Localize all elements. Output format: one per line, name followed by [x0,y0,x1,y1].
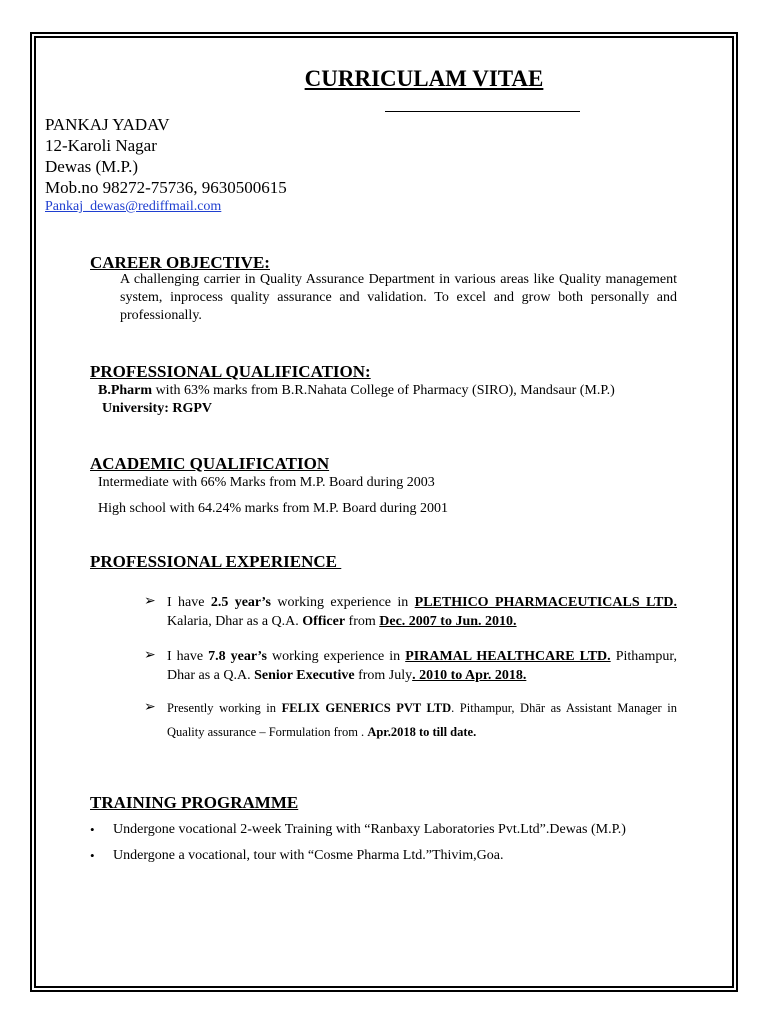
training-programme-heading: TRAINING PROGRAMME [90,793,299,812]
academic-item: High school with 64.24% marks from M.P. Board during 2001 [98,501,448,516]
experience-role: Officer [302,614,346,629]
experience-text: from July [354,668,413,683]
email-link[interactable]: Pankaj_dewas@rediffmail.com [45,199,222,214]
experience-item [167,593,677,631]
degree-name: B.Pharm [98,383,153,398]
experience-text: Kalaria, Dhar as a Q.A. [167,614,303,629]
training-item: Undergone vocational 2-week Training with “Ranbaxy Laboratories Pvt.Ltd”.Dewas (M.P.) [113,822,626,837]
experience-role: Senior Executive [254,668,355,683]
professional-experience-heading: PROFESSIONAL EXPERIENCE [90,552,342,571]
experience-text: I have [167,649,209,664]
experience-text: working experience in [271,595,415,610]
experience-company: PLETHICO PHARMACEUTICALS LTD. [414,595,677,610]
career-objective-heading: CAREER OBJECTIVE: [90,253,270,272]
contact-name: PANKAJ YADAV [45,115,170,134]
professional-qualification-heading: PROFESSIONAL QUALIFICATION: [90,362,371,381]
degree-detail: with 63% marks from B.R.Nahata College of Pharmacy (SIRO), Mandsaur (M.P.) [152,383,615,398]
experience-period: . 2010 to Apr. 2018. [412,668,527,683]
academic-qualification-heading: ACADEMIC QUALIFICATION [90,454,330,473]
arrow-bullet-icon: ➢ [144,700,156,715]
contact-mobile: Mob.no 98272-75736, 9630500615 [45,178,287,197]
experience-company: PIRAMAL HEALTHCARE LTD. [405,649,611,664]
experience-text: . Pithampur, Dhār as Assistant Manager in Quality assurance – Formulation from . [167,701,677,739]
dot-bullet-icon: • [90,822,95,837]
experience-item [167,696,677,744]
experience-text: working experience in [266,649,406,664]
title-underline-rule [385,111,580,112]
arrow-bullet-icon: ➢ [144,648,156,663]
experience-period: Apr.2018 to till date. [367,725,477,739]
experience-text: from [345,614,380,629]
experience-item [167,647,677,685]
professional-qualification-line [98,383,615,399]
experience-company: FELIX GENERICS PVT LTD [281,701,452,715]
experience-period: Dec. 2007 to Jun. 2010. [379,614,517,629]
document-title: CURRICULAM VITAE [304,66,544,91]
contact-address-line2: Dewas (M.P.) [45,157,139,176]
contact-address-line1: 12-Karoli Nagar [45,136,157,155]
experience-text: Presently working in [167,701,282,715]
academic-item: Intermediate with 66% Marks from M.P. Board during 2003 [98,475,435,490]
university-line: University: RGPV [102,401,213,416]
experience-years: 2.5 year’s [210,595,271,610]
experience-text: I have [167,595,211,610]
career-objective-text: A challenging carrier in Quality Assurance Department in various areas like Quality management system, inprocess quality assurance and validation. To excel and grow both personally and professionally. [120,272,677,323]
experience-text: Pithampur, Dhar as a Q.A. [167,649,677,683]
dot-bullet-icon: • [90,848,95,863]
arrow-bullet-icon: ➢ [144,594,156,609]
training-item: Undergone a vocational, tour with “Cosme Pharma Ltd.”Thivim,Goa. [113,848,504,863]
experience-years: 7.8 year’s [208,649,267,664]
